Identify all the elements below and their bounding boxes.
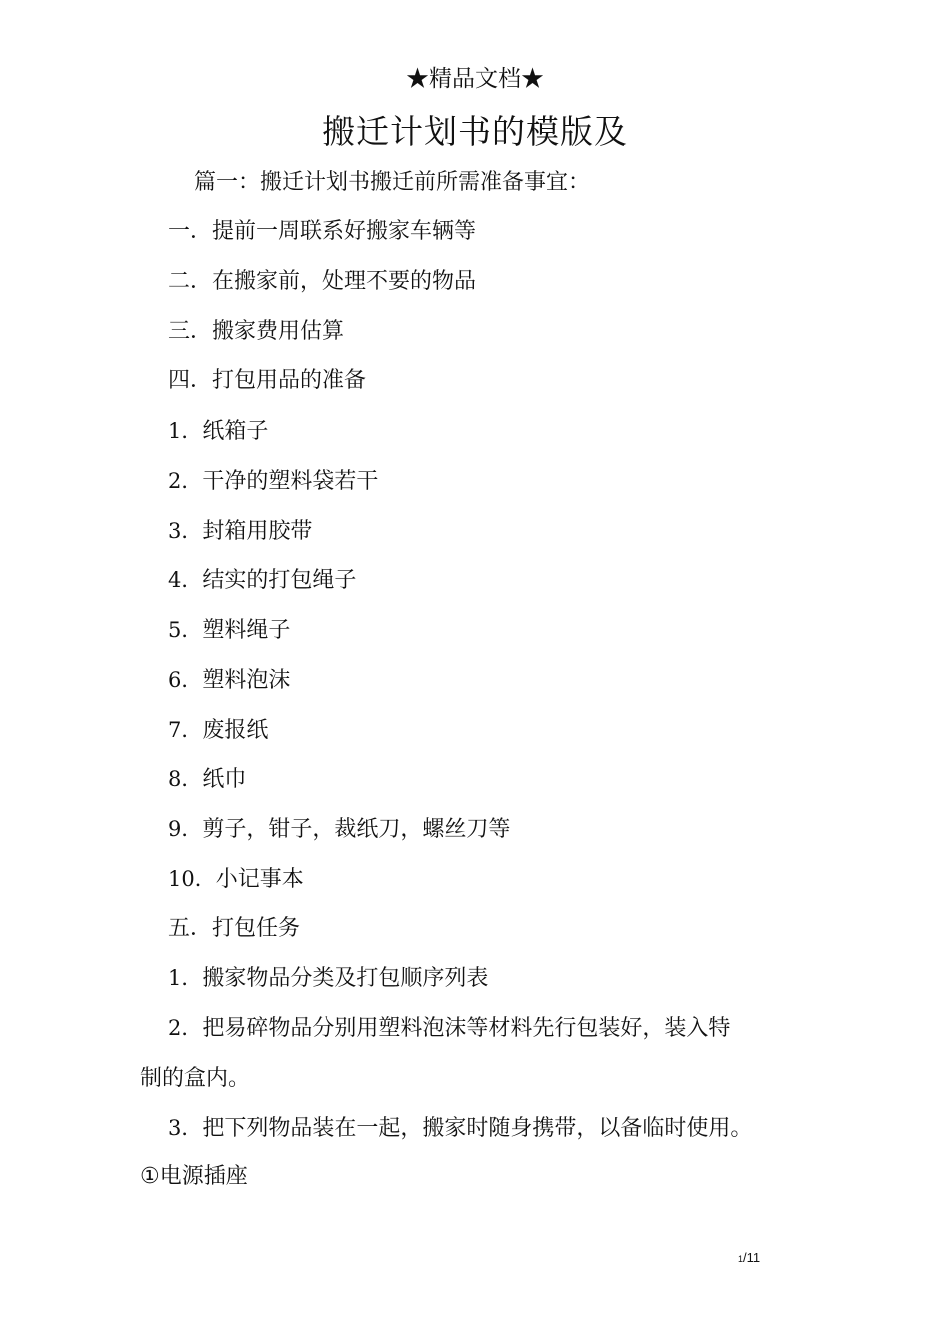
list-item-text: 废报纸 [202,718,269,743]
page-number [738,1250,760,1267]
list-item-text: 塑料绳子 [202,618,291,643]
item-three: 三．搬家费用估算 [168,319,345,344]
list-item-number: 9． [168,817,203,841]
list-item [168,764,246,795]
list-item-text: 结实的打包绳子 [202,568,357,593]
list-item-number: 5． [168,618,203,642]
list-item [168,665,290,696]
header-banner: ★精品文档★ [406,66,544,92]
list-item-continuation [140,1063,250,1094]
list-item-text: 把易碎物品分别用塑料泡沫等材料先行包装好，装入特 [202,1016,731,1041]
list-item-text: 纸巾 [202,767,247,792]
list-item-text: 小记事本 [215,867,304,892]
list-item [168,516,312,547]
list-item [168,1113,752,1144]
list-item-number: 8． [168,767,203,791]
section-heading: 篇一：搬迁计划书搬迁前所需准备事宜： [194,170,591,195]
item-two: 二．在搬家前，处理不要的物品 [168,269,477,294]
list-item [168,416,268,447]
list-item-text: 封箱用胶带 [202,519,313,544]
list-item [168,814,510,845]
list-item-text: 剪子，钳子，裁纸刀，螺丝刀等 [202,817,511,842]
page-number-current: 1 [738,1254,744,1264]
list-item [168,963,488,994]
list-item-text: 纸箱子 [202,419,269,444]
list-item [168,1013,730,1044]
list-item-number: 4． [168,568,203,592]
list-item-number: 1． [168,966,203,990]
item-four: 四．打包用品的准备 [168,368,367,393]
document-title: 搬迁计划书的模版及 [322,112,628,151]
item-one: 一．提前一周联系好搬家车辆等 [168,219,477,244]
list-item-number: 7． [168,718,203,742]
list-item-text: 干净的塑料袋若干 [202,469,379,494]
list-item-text: 制的盒内。 [140,1066,251,1091]
list-item [168,864,304,895]
list-item [168,466,378,497]
list-item-number: 3． [168,1116,203,1140]
list-item-number: 2． [168,469,203,493]
list-item-text: 把下列物品装在一起，搬家时随身携带，以备临时使用。 [202,1116,753,1141]
list-item-number: 10． [168,867,216,891]
list-item [168,715,268,746]
list-item-number: 1． [168,419,203,443]
list-item-text: 搬家物品分类及打包顺序列表 [202,966,489,991]
list-item [168,565,356,596]
item-five: 五．打包任务 [168,916,301,941]
list-item-number: 3． [168,519,203,543]
list-item-number: 6． [168,668,203,692]
sub-item: ①电源插座 [140,1164,248,1189]
list-item [168,615,290,646]
list-item-number: 2． [168,1016,203,1040]
page-number-total: /11 [743,1250,761,1265]
list-item-text: 塑料泡沫 [202,668,291,693]
